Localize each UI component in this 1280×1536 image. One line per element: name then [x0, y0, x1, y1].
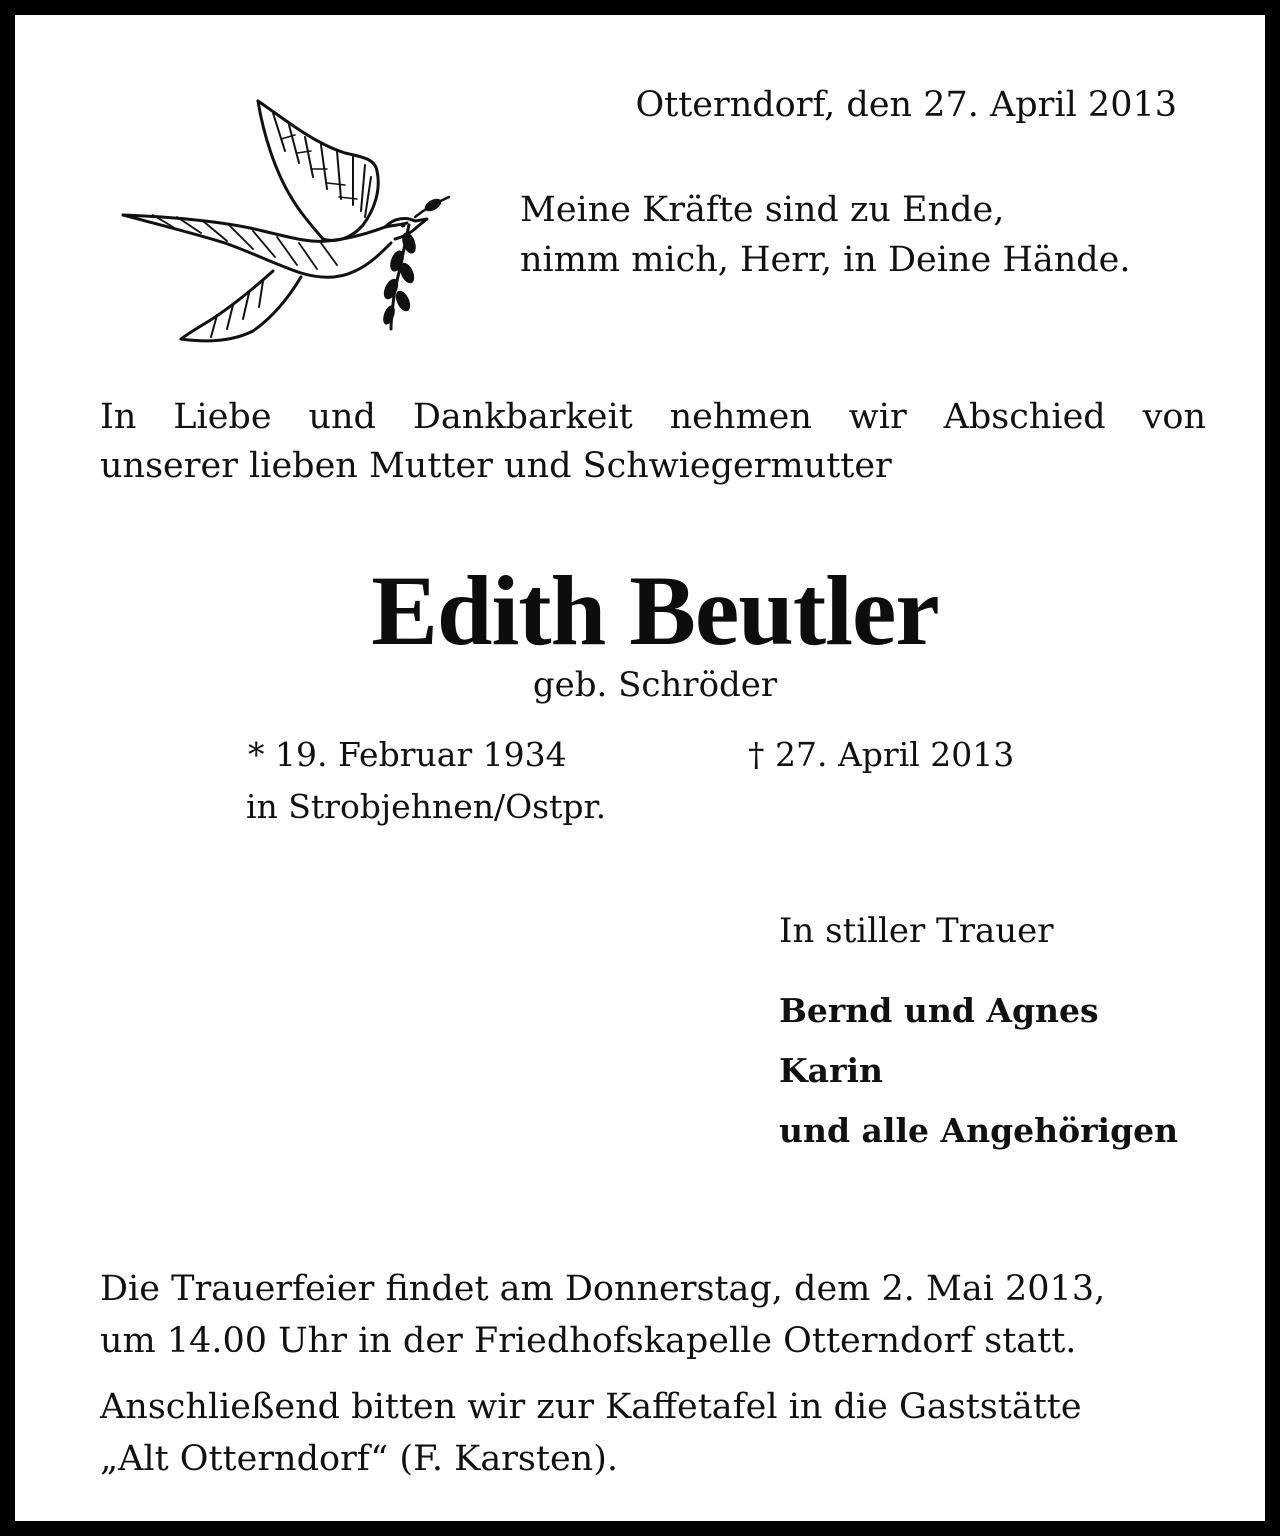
mourner-name: Bernd und Agnes: [779, 991, 1099, 1030]
mourner-name: und alle Angehörigen: [779, 1111, 1179, 1150]
dove-with-olive-branch-icon: [113, 93, 455, 345]
funeral-line: um 14.00 Uhr in der Friedhofskapelle Otterndorf statt.: [100, 1321, 1077, 1361]
death-date: † 27. April 2013: [748, 735, 1015, 774]
funeral-line: Die Trauerfeier findet am Donnerstag, dem 2. Mai 2013,: [100, 1269, 1106, 1309]
reception-line: „Alt Otterndorf“ (F. Karsten).: [100, 1439, 618, 1479]
deceased-name: Edith Beutler: [371, 555, 939, 666]
verse-line: Meine Kräfte sind zu Ende,: [520, 190, 1005, 230]
place-date: Otterndorf, den 27. April 2013: [635, 85, 1177, 125]
birth-date: * 19. Februar 1934: [248, 735, 567, 774]
intro-line: unserer lieben Mutter und Schwiegermutter: [100, 446, 892, 486]
verse: [520, 185, 1131, 285]
mourner-list: [779, 981, 1178, 1161]
mourning-label: In stiller Trauer: [779, 911, 1054, 951]
intro-text: [100, 393, 1206, 491]
birthplace: in Strobjehnen/Ostpr.: [246, 787, 607, 826]
maiden-name: geb. Schröder: [532, 665, 778, 705]
reception-info: [100, 1381, 1082, 1485]
verse-line: nimm mich, Herr, in Deine Hände.: [520, 240, 1131, 280]
reception-line: Anschließend bitten wir zur Kaffetafel in die Gaststätte: [100, 1387, 1082, 1427]
funeral-info: [100, 1263, 1105, 1367]
mourner-name: Karin: [779, 1051, 883, 1090]
intro-line: In Liebe und Dankbarkeit nehmen wir Abschied von: [100, 397, 1206, 437]
